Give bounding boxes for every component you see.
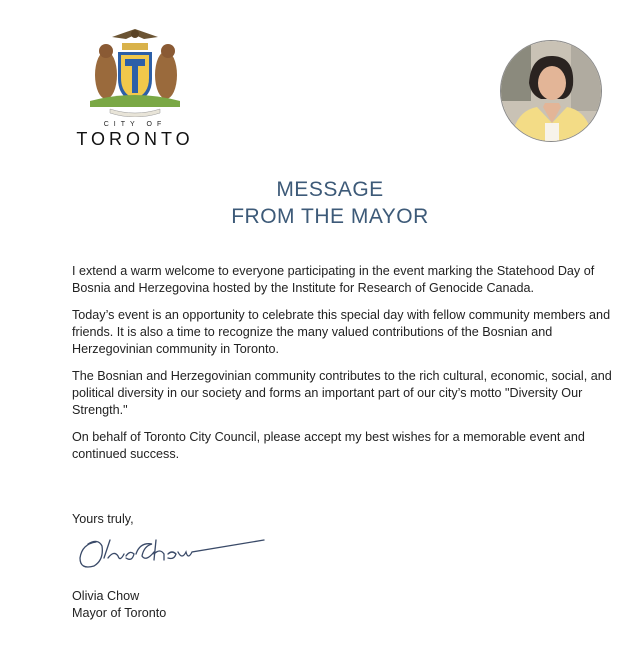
signature (74, 528, 274, 583)
signer-name: Olivia Chow (72, 589, 140, 603)
city-logo (70, 25, 200, 149)
closing-salutation: Yours truly, (72, 512, 134, 526)
portrait-photo-icon (501, 41, 601, 141)
message-title (0, 176, 640, 230)
toronto-wordmark: TORONTO (76, 129, 194, 149)
paragraph-welcome: I extend a warm welcome to everyone participating in the event marking the Statehood Day of Bosnia and Herzegovina hosted by the Institute for Research of Genocide Canada. (72, 264, 595, 295)
paragraph-diversity: The Bosnian and Herzegovinian community contributes to the rich cultural, economic, social, and political diversity in our society and forms an important part of our city’s motto "Diversity Our Strength." (72, 369, 612, 417)
message-body (72, 263, 617, 473)
mayor-portrait (500, 40, 602, 142)
city-of-label: CITY OF (103, 121, 167, 128)
paragraph-best-wishes: On behalf of Toronto City Council, please accept my best wishes for a memorable event and continued success. (72, 430, 585, 461)
title-line-1: MESSAGE (276, 178, 384, 201)
handwritten-signature-icon (74, 528, 274, 578)
paragraph-celebrate: Today’s event is an opportunity to celebrate this special day with fellow community members and friends. It is also a time to recognize the many valued contributions of the Bosnian and Herzegovinian community in Toronto. (72, 308, 611, 356)
signer-title: Mayor of Toronto (72, 606, 167, 620)
coat-of-arms-icon (82, 25, 188, 117)
signer-block (72, 588, 166, 622)
title-line-2: FROM THE MAYOR (231, 205, 429, 228)
